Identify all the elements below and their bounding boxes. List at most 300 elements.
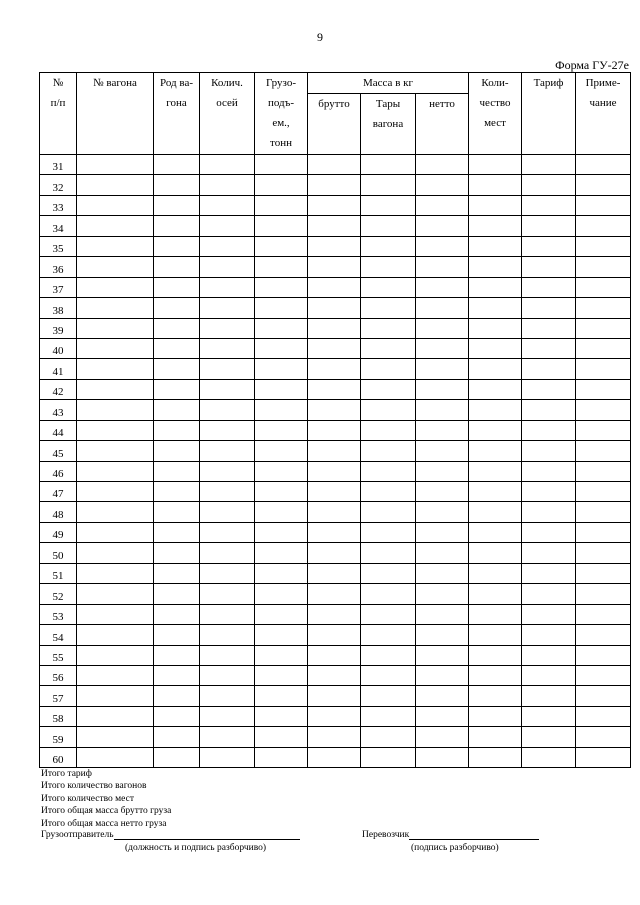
table-cell (308, 686, 361, 706)
table-cell (522, 502, 576, 522)
table-row (40, 236, 631, 256)
table-row (40, 359, 631, 379)
table-row (40, 625, 631, 645)
table-row (40, 747, 631, 767)
carrier-label: Перевозчик (362, 830, 410, 840)
table-cell (255, 379, 308, 399)
table-cell (469, 747, 522, 767)
table-cell (576, 461, 631, 481)
table-cell (77, 502, 154, 522)
table-cell (154, 257, 200, 277)
table-row (40, 502, 631, 522)
table-cell (308, 155, 361, 175)
table-cell (200, 277, 255, 297)
table-cell (255, 359, 308, 379)
table-cell (308, 747, 361, 767)
table-cell (154, 359, 200, 379)
row-number: 57 (40, 686, 77, 706)
table-cell (416, 400, 469, 420)
table-cell (576, 563, 631, 583)
table-cell (154, 522, 200, 542)
table-cell (154, 502, 200, 522)
header-wagon-no: № вагона (77, 73, 154, 155)
table-cell (416, 543, 469, 563)
table-cell (416, 338, 469, 358)
table-row (40, 645, 631, 665)
table-row (40, 584, 631, 604)
table-cell (200, 175, 255, 195)
table-cell (469, 502, 522, 522)
table-cell (154, 216, 200, 236)
table-cell (308, 441, 361, 461)
table-cell (154, 298, 200, 318)
table-cell (200, 338, 255, 358)
table-cell (308, 298, 361, 318)
table-cell (200, 298, 255, 318)
table-cell (522, 522, 576, 542)
table-cell (77, 400, 154, 420)
table-cell (469, 563, 522, 583)
table-row (40, 400, 631, 420)
table-cell (576, 236, 631, 256)
table-cell (469, 686, 522, 706)
table-cell (77, 298, 154, 318)
table-cell (522, 175, 576, 195)
table-cell (154, 155, 200, 175)
table-cell (576, 338, 631, 358)
table-cell (361, 461, 416, 481)
table-cell (361, 216, 416, 236)
table-cell (576, 665, 631, 685)
table-row (40, 727, 631, 747)
table-cell (576, 522, 631, 542)
table-cell (469, 175, 522, 195)
table-cell (416, 604, 469, 624)
table-cell (361, 543, 416, 563)
table-cell (308, 482, 361, 502)
table-cell (154, 665, 200, 685)
table-cell (361, 645, 416, 665)
table-cell (469, 645, 522, 665)
table-cell (576, 645, 631, 665)
table-cell (200, 747, 255, 767)
table-cell (469, 604, 522, 624)
table-cell (308, 665, 361, 685)
table-cell (77, 318, 154, 338)
table-cell (200, 461, 255, 481)
table-row (40, 175, 631, 195)
table-cell (154, 318, 200, 338)
table-cell (200, 359, 255, 379)
total-places-label: Итого количество мест (41, 793, 134, 804)
page-number: 9 (317, 30, 323, 44)
table-cell (416, 298, 469, 318)
table-cell (522, 338, 576, 358)
table-cell (200, 727, 255, 747)
row-number: 53 (40, 604, 77, 624)
table-cell (522, 625, 576, 645)
table-cell (154, 645, 200, 665)
table-cell (361, 727, 416, 747)
row-number: 44 (40, 420, 77, 440)
table-cell (469, 665, 522, 685)
table-cell (416, 522, 469, 542)
row-number: 33 (40, 195, 77, 215)
table-cell (255, 502, 308, 522)
table-cell (154, 563, 200, 583)
table-cell (361, 359, 416, 379)
table-row (40, 277, 631, 297)
table-cell (308, 543, 361, 563)
table-row (40, 686, 631, 706)
table-cell (255, 686, 308, 706)
table-cell (361, 175, 416, 195)
table-cell (361, 502, 416, 522)
row-number: 35 (40, 236, 77, 256)
row-number: 31 (40, 155, 77, 175)
table-row (40, 563, 631, 583)
table-cell (576, 195, 631, 215)
table-cell (200, 400, 255, 420)
table-cell (416, 318, 469, 338)
table-cell (77, 236, 154, 256)
table-cell (255, 318, 308, 338)
table-cell (576, 257, 631, 277)
header-tariff: Тариф (522, 73, 576, 155)
table-cell (154, 482, 200, 502)
table-cell (469, 277, 522, 297)
table-cell (308, 379, 361, 399)
total-gross-label: Итого общая масса брутто груза (41, 806, 172, 817)
table-row (40, 706, 631, 726)
table-cell (77, 195, 154, 215)
table-cell (308, 277, 361, 297)
table-cell (255, 420, 308, 440)
row-number: 55 (40, 645, 77, 665)
row-number: 58 (40, 706, 77, 726)
table-cell (308, 257, 361, 277)
table-cell (469, 155, 522, 175)
table-cell (154, 175, 200, 195)
table-cell (77, 277, 154, 297)
table-cell (77, 338, 154, 358)
table-cell (77, 461, 154, 481)
table-cell (416, 584, 469, 604)
table-cell (522, 359, 576, 379)
table-row (40, 420, 631, 440)
header-capacity: Грузо- подъ- ем., тонн (255, 73, 308, 155)
table-cell (154, 747, 200, 767)
table-cell (469, 441, 522, 461)
table-cell (77, 645, 154, 665)
table-cell (200, 420, 255, 440)
table-cell (255, 604, 308, 624)
table-cell (200, 625, 255, 645)
table-cell (255, 257, 308, 277)
table-cell (255, 584, 308, 604)
table-cell (522, 318, 576, 338)
table-cell (576, 277, 631, 297)
table-row (40, 461, 631, 481)
table-cell (469, 338, 522, 358)
table-cell (200, 257, 255, 277)
table-cell (77, 359, 154, 379)
header-tare: Тары вагона (361, 94, 416, 155)
table-cell (361, 604, 416, 624)
table-row (40, 441, 631, 461)
table-cell (361, 665, 416, 685)
table-cell (469, 706, 522, 726)
table-cell (308, 359, 361, 379)
table-cell (522, 298, 576, 318)
table-cell (77, 522, 154, 542)
table-cell (255, 441, 308, 461)
table-cell (77, 584, 154, 604)
table-cell (469, 522, 522, 542)
table-row (40, 604, 631, 624)
table-cell (255, 665, 308, 685)
table-cell (255, 195, 308, 215)
table-cell (308, 400, 361, 420)
table-cell (576, 359, 631, 379)
table-cell (522, 400, 576, 420)
header-num: № п/п (40, 73, 77, 155)
table-cell (154, 195, 200, 215)
table-row (40, 543, 631, 563)
table-cell (361, 420, 416, 440)
table-cell (522, 257, 576, 277)
table-cell (416, 175, 469, 195)
table-cell (361, 563, 416, 583)
table-cell (576, 686, 631, 706)
table-cell (416, 727, 469, 747)
table-cell (255, 461, 308, 481)
row-number: 45 (40, 441, 77, 461)
table-cell (255, 298, 308, 318)
table-cell (522, 441, 576, 461)
table-cell (576, 441, 631, 461)
table-cell (522, 645, 576, 665)
table-cell (522, 482, 576, 502)
table-cell (200, 543, 255, 563)
table-cell (576, 727, 631, 747)
table-cell (416, 195, 469, 215)
table-cell (308, 175, 361, 195)
table-cell (255, 625, 308, 645)
header-note: Приме- чание (576, 73, 631, 155)
total-net-label: Итого общая масса нетто груза (41, 818, 167, 829)
header-axles: Колич. осей (200, 73, 255, 155)
table-row (40, 318, 631, 338)
table-cell (200, 318, 255, 338)
table-cell (308, 706, 361, 726)
carrier-signature (362, 830, 539, 840)
table-cell (576, 543, 631, 563)
table-cell (308, 604, 361, 624)
table-body (40, 155, 631, 768)
table-cell (200, 236, 255, 256)
table-cell (308, 420, 361, 440)
table-cell (77, 727, 154, 747)
table-cell (469, 298, 522, 318)
table-cell (469, 482, 522, 502)
table-cell (469, 318, 522, 338)
table-cell (154, 584, 200, 604)
table-cell (200, 482, 255, 502)
table-cell (308, 318, 361, 338)
table-cell (200, 604, 255, 624)
table-cell (308, 502, 361, 522)
table-cell (522, 216, 576, 236)
table-cell (469, 359, 522, 379)
table-cell (77, 604, 154, 624)
table-cell (361, 584, 416, 604)
table-cell (255, 175, 308, 195)
table-cell (77, 155, 154, 175)
table-cell (308, 338, 361, 358)
table-row (40, 195, 631, 215)
table-row (40, 665, 631, 685)
table-cell (361, 522, 416, 542)
table-cell (77, 441, 154, 461)
table-cell (576, 625, 631, 645)
table-cell (200, 155, 255, 175)
table-cell (308, 727, 361, 747)
table-cell (522, 747, 576, 767)
table-cell (255, 400, 308, 420)
table-cell (308, 216, 361, 236)
table-cell (416, 686, 469, 706)
table-cell (416, 420, 469, 440)
table-row (40, 338, 631, 358)
total-tariff-label: Итого тариф (41, 769, 92, 779)
row-number: 52 (40, 584, 77, 604)
table-cell (361, 338, 416, 358)
table-cell (255, 543, 308, 563)
table-cell (522, 563, 576, 583)
table-cell (576, 482, 631, 502)
table-cell (77, 257, 154, 277)
table-row (40, 298, 631, 318)
table-cell (200, 522, 255, 542)
table-cell (255, 563, 308, 583)
row-number: 41 (40, 359, 77, 379)
table-cell (154, 625, 200, 645)
table-cell (416, 277, 469, 297)
table-cell (416, 359, 469, 379)
table-cell (77, 482, 154, 502)
table-cell (416, 482, 469, 502)
table-cell (200, 379, 255, 399)
table-cell (361, 195, 416, 215)
header-mass-group: Масса в кг (308, 73, 469, 94)
row-number: 36 (40, 257, 77, 277)
table-cell (522, 236, 576, 256)
table-cell (469, 379, 522, 399)
table-cell (255, 482, 308, 502)
row-number: 43 (40, 400, 77, 420)
table-cell (576, 318, 631, 338)
table-cell (255, 277, 308, 297)
row-number: 32 (40, 175, 77, 195)
table-cell (416, 155, 469, 175)
table-cell (522, 379, 576, 399)
table-cell (200, 502, 255, 522)
table-cell (77, 420, 154, 440)
table-cell (308, 584, 361, 604)
row-number: 60 (40, 747, 77, 767)
table-cell (576, 420, 631, 440)
table-cell (469, 216, 522, 236)
carrier-signature-line (409, 830, 539, 840)
table-cell (522, 277, 576, 297)
table-cell (77, 543, 154, 563)
table-cell (416, 747, 469, 767)
table-cell (255, 522, 308, 542)
table-cell (154, 706, 200, 726)
table-row (40, 482, 631, 502)
table-cell (361, 379, 416, 399)
table-cell (576, 155, 631, 175)
table-cell (200, 563, 255, 583)
header-net: нетто (416, 94, 469, 155)
table-cell (576, 216, 631, 236)
table-cell (416, 645, 469, 665)
table-cell (77, 175, 154, 195)
table-cell (200, 584, 255, 604)
table-cell (77, 563, 154, 583)
table-cell (154, 400, 200, 420)
table-cell (469, 461, 522, 481)
shipper-caption: (должность и подпись разборчиво) (125, 843, 267, 853)
table-cell (77, 665, 154, 685)
totals-block (41, 768, 171, 830)
table-cell (416, 461, 469, 481)
table-cell (255, 706, 308, 726)
table-cell (308, 625, 361, 645)
table-cell (416, 665, 469, 685)
table-cell (77, 625, 154, 645)
table-cell (154, 604, 200, 624)
row-number: 59 (40, 727, 77, 747)
shipper-signature (41, 830, 300, 840)
row-number: 49 (40, 522, 77, 542)
table-cell (576, 706, 631, 726)
table-cell (576, 747, 631, 767)
table-cell (416, 563, 469, 583)
table-cell (77, 706, 154, 726)
table-cell (154, 277, 200, 297)
table-cell (255, 727, 308, 747)
table-cell (255, 236, 308, 256)
table-cell (469, 584, 522, 604)
table-cell (361, 482, 416, 502)
table-cell (361, 441, 416, 461)
table-cell (154, 338, 200, 358)
table-cell (469, 727, 522, 747)
table-row (40, 522, 631, 542)
table-cell (469, 420, 522, 440)
table-cell (469, 400, 522, 420)
table-cell (361, 277, 416, 297)
row-number: 50 (40, 543, 77, 563)
table-cell (154, 686, 200, 706)
row-number: 47 (40, 482, 77, 502)
row-number: 54 (40, 625, 77, 645)
table-cell (576, 400, 631, 420)
table-cell (77, 686, 154, 706)
table-cell (255, 645, 308, 665)
